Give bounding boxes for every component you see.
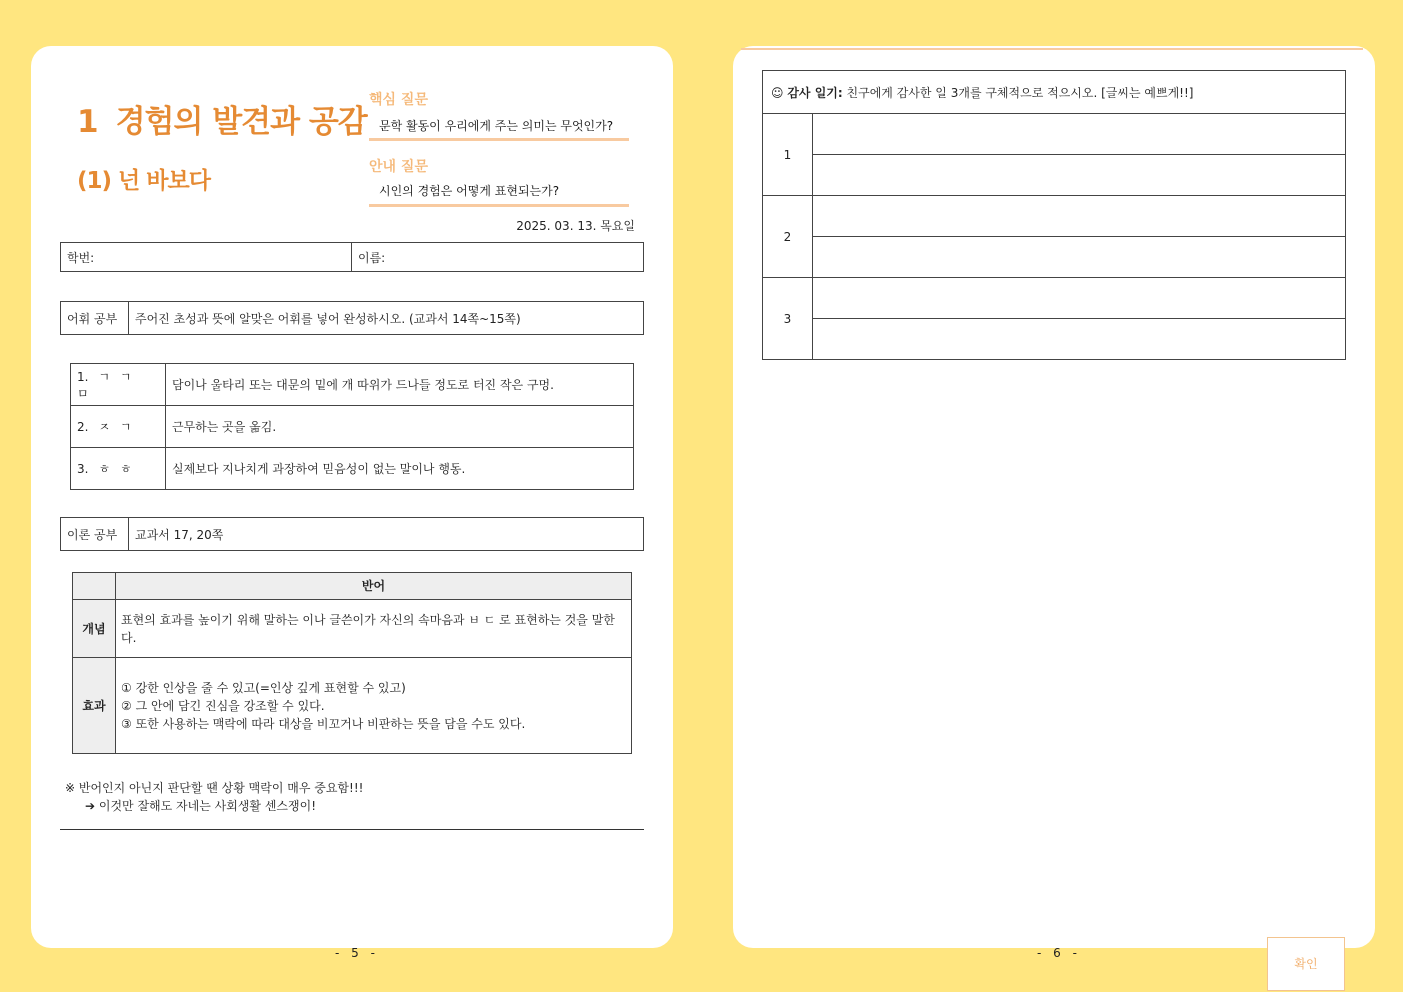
diary-row-number: 3	[763, 278, 813, 360]
diary-writing-line[interactable]	[813, 114, 1346, 155]
effect-item: ③ 또한 사용하는 맥락에 따라 대상을 비꼬거나 비판하는 뜻을 담을 수도 있다.	[121, 716, 526, 731]
vocab-item-number: 1.	[77, 369, 89, 384]
diary-header	[763, 71, 1346, 114]
note-line: ※ 반어인지 아닌지 판단할 땐 상황 맥락이 매우 중요함!!!	[65, 781, 364, 795]
vocab-meaning: 근무하는 곳을 옮김.	[166, 406, 634, 448]
note-line-arrow: ➔ 이것만 잘해도 자네는 사회생활 센스쟁이!	[85, 799, 317, 813]
diary-writing-line[interactable]	[813, 196, 1346, 237]
effect-item: ① 강한 인상을 줄 수 있고(=인상 깊게 표현할 수 있고)	[121, 680, 406, 695]
worksheet-page-5	[31, 46, 673, 948]
bottom-divider	[60, 829, 644, 830]
vocab-item-number: 3.	[77, 462, 89, 476]
vocab-row	[71, 364, 634, 406]
vocab-initials-cell[interactable]	[71, 448, 166, 490]
unit-number: 1	[77, 104, 98, 140]
gratitude-diary-table	[762, 70, 1346, 360]
diary-instruction: 친구에게 감사한 일 3개를 구체적으로 적으시오. [글씨는 예쁘게!!]	[846, 85, 1194, 100]
initial-consonant: ㄱ	[120, 420, 132, 434]
vocab-header-label: 어휘 공부	[61, 302, 129, 335]
smiley-icon: ☺	[771, 85, 784, 100]
initial-consonant: ㅁ	[77, 386, 89, 401]
vocab-initials-cell[interactable]	[71, 364, 166, 406]
effect-list	[116, 658, 632, 754]
diary-writing-line[interactable]	[813, 319, 1346, 360]
lesson-subtitle: (1) 넌 바보다	[77, 168, 210, 194]
unit-title-text: 경험의 발견과 공감	[115, 104, 367, 140]
guide-question-label: 안내 질문	[369, 159, 428, 175]
diary-title: 감사 일기:	[787, 85, 843, 100]
page-number-6: - 6 -	[1037, 946, 1081, 960]
initial-consonant: ㅈ	[98, 420, 111, 434]
irony-table-corner	[73, 573, 116, 600]
concept-text: 표현의 효과를 높이기 위해 말하는 이나 글쓴이가 자신의 속마음과 ㅂ ㄷ 로 표현하는 것을 말한다.	[116, 600, 632, 658]
initial-consonant: ㅎ	[120, 462, 132, 476]
initial-consonant: ㄱ	[98, 369, 111, 384]
student-name-field[interactable]: 이름:	[352, 243, 644, 272]
initial-consonant: ㅎ	[98, 462, 111, 476]
theory-header-label: 이론 공부	[61, 518, 129, 551]
vocab-row	[71, 406, 634, 448]
guide-question-text: 시인의 경험은 어떻게 표현되는가?	[379, 184, 560, 198]
worksheet-date: 2025. 03. 13. 목요일	[516, 219, 635, 233]
student-id-field[interactable]: 학번:	[61, 243, 352, 272]
page-number-5: - 5 -	[335, 946, 379, 960]
vocab-item-number: 2.	[77, 420, 89, 434]
irony-table-title: 반어	[116, 573, 632, 600]
confirm-button[interactable]: 확인	[1267, 937, 1345, 991]
student-info-table	[60, 242, 644, 272]
core-question-underline	[369, 138, 629, 141]
core-question-text: 문학 활동이 우리에게 주는 의미는 무엇인가?	[379, 119, 614, 133]
effect-item: ② 그 안에 담긴 진심을 강조할 수 있다.	[121, 698, 325, 713]
theory-section-header	[60, 517, 644, 551]
concept-label: 개념	[73, 600, 116, 658]
core-question-label: 핵심 질문	[369, 92, 428, 108]
irony-table	[72, 572, 632, 754]
vocab-table	[70, 363, 634, 490]
vocab-meaning: 실제보다 지나치게 과장하여 믿음성이 없는 말이나 행동.	[166, 448, 634, 490]
worksheet-page-6	[733, 46, 1375, 948]
top-accent-line	[741, 48, 1363, 50]
irony-note	[65, 779, 363, 815]
effect-label: 효과	[73, 658, 116, 754]
diary-row-number: 2	[763, 196, 813, 278]
theory-instruction: 교과서 17, 20쪽	[129, 518, 644, 551]
guide-question-underline	[369, 204, 629, 207]
diary-row-number: 1	[763, 114, 813, 196]
diary-writing-line[interactable]	[813, 155, 1346, 196]
vocab-section-header	[60, 301, 644, 335]
vocab-row	[71, 448, 634, 490]
vocab-meaning: 담이나 울타리 또는 대문의 밑에 개 따위가 드나들 정도로 터진 작은 구멍.	[166, 364, 634, 406]
diary-writing-line[interactable]	[813, 237, 1346, 278]
vocab-initials-cell[interactable]	[71, 406, 166, 448]
vocab-instruction: 주어진 초성과 뜻에 알맞은 어휘를 넣어 완성하시오. (교과서 14쪽~15쪽)	[129, 302, 644, 335]
unit-title	[77, 96, 367, 141]
diary-writing-line[interactable]	[813, 278, 1346, 319]
initial-consonant: ㄱ	[120, 369, 132, 384]
